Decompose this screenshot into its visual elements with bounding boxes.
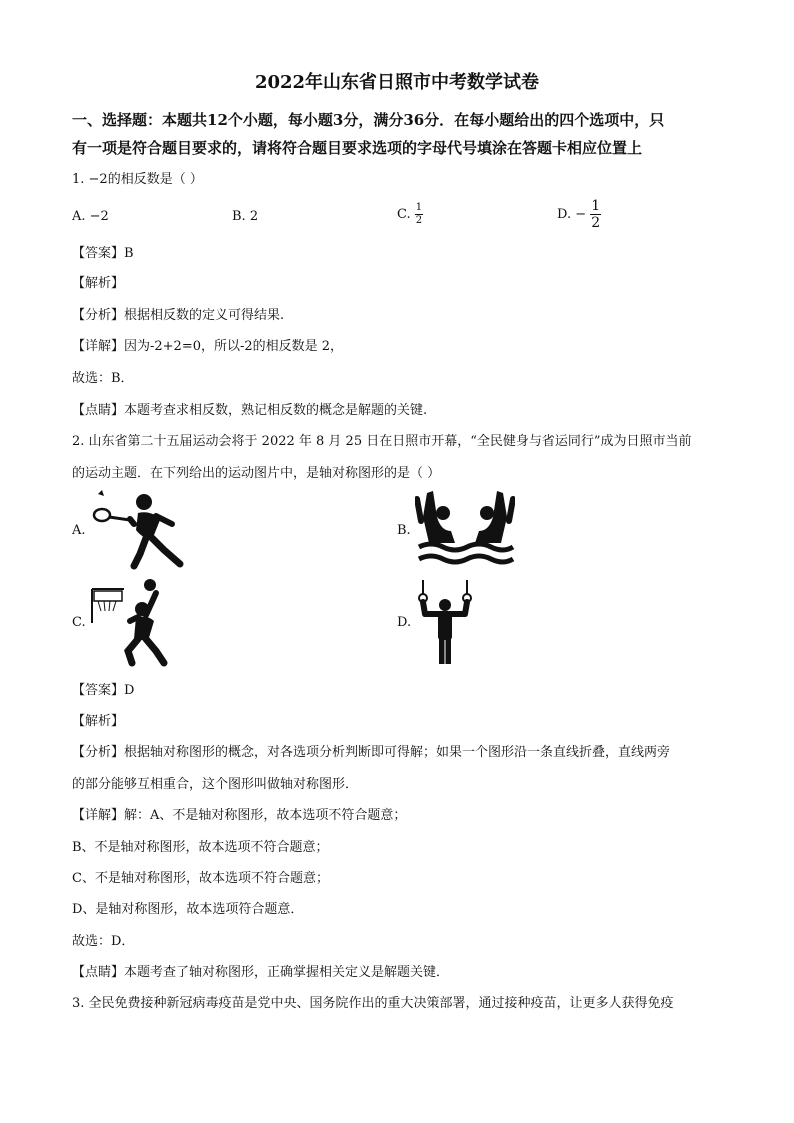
section-heading-line-2: 有一项是符合题目要求的，请将符合题目要求选项的字母代号填涂在答题卡相应位置上 [72,139,643,157]
q2-remark: 【点睛】本题考查了轴对称图形，正确掌握相关定义是解题关键． [72,965,450,980]
q2-analysis-line-2: 的部分能够互相重合，这个图形叫做轴对称图形． [72,777,359,792]
question-3-stem-line-1: 3. 全民免费接种新冠病毒疫苗是党中央、国务院作出的重大决策部署，通过接种疫苗，让更多人获得免疫 [72,996,674,1011]
q1-option-d-label: D. − [557,207,587,222]
q1-option-d-numerator: 1 [591,198,601,214]
q1-remark: 【点睛】本题考查求相反数，熟记相反数的概念是解题的关键. [72,403,428,418]
q1-option-c-label: C. [397,207,411,222]
synchronized-swimmers-icon [415,487,515,567]
q2-option-b-label: B. [397,523,411,538]
q1-analysis: 【分析】根据相反数的定义可得结果. [72,308,285,323]
q1-detailed-solution: 【详解】因为-2+2=0，所以-2的相反数是 2， [72,339,344,354]
q2-detailed-solution-1: 【详解】解：A、不是轴对称图形，故本选项不符合题意； [72,808,407,823]
q1-option-d-fraction [590,199,601,230]
q1-option-a: A. −2 [72,209,109,224]
page-title: 2022年山东省日照市中考数学试卷 [254,72,540,93]
q2-answer: 【答案】D [72,683,135,698]
q1-option-d-denominator: 2 [591,215,601,231]
q2-detailed-solution-2: B、不是轴对称图形，故本选项不符合题意； [72,840,329,855]
q2-option-d-label: D. [397,615,412,630]
rings-gymnast-icon [415,578,475,666]
q2-detailed-solution-3: C、不是轴对称图形，故本选项不符合题意； [72,871,329,886]
q1-option-b: B. 2 [232,209,259,224]
q2-detailed-solution-4: D、是轴对称图形，故本选项符合题意． [72,902,304,917]
q1-choice: 故选：B． [72,371,134,386]
q1-analysis-heading: 【解析】 [72,276,125,291]
question-1-stem: 1. −2的相反数是（ ） [72,172,203,187]
q1-option-c-denominator: 2 [415,215,423,226]
q2-option-a-label: A. [72,523,86,538]
q2-analysis-heading: 【解析】 [72,714,125,729]
q2-analysis-line-1: 【分析】根据轴对称图形的概念，对各选项分析判断即可得解；如果一个图形沿一条直线折叠，直线两旁 [72,745,671,760]
question-2-stem-line-1: 2. 山东省第二十五届运动会将于 2022 年 8 月 25 日在日照市开幕，“全民健身与省运同行”成为日照市当前 [72,434,692,449]
basketball-player-icon [90,575,180,667]
q1-option-c [397,203,423,226]
badminton-player-icon [90,488,190,570]
q1-answer: 【答案】B [72,246,134,261]
question-2-stem-line-2: 的运动主题．在下列给出的运动图片中，是轴对称图形的是（ ） [72,466,441,481]
q2-choice: 故选：D． [72,934,135,949]
q2-option-c-label: C. [72,615,86,630]
section-heading-line-1: 一、选择题：本题共12个小题，每小题3分，满分36分．在每小题给出的四个选项中，只 [72,111,665,129]
q1-option-d [557,199,601,230]
q1-option-c-fraction [415,203,423,226]
q1-option-c-numerator: 1 [415,202,423,213]
